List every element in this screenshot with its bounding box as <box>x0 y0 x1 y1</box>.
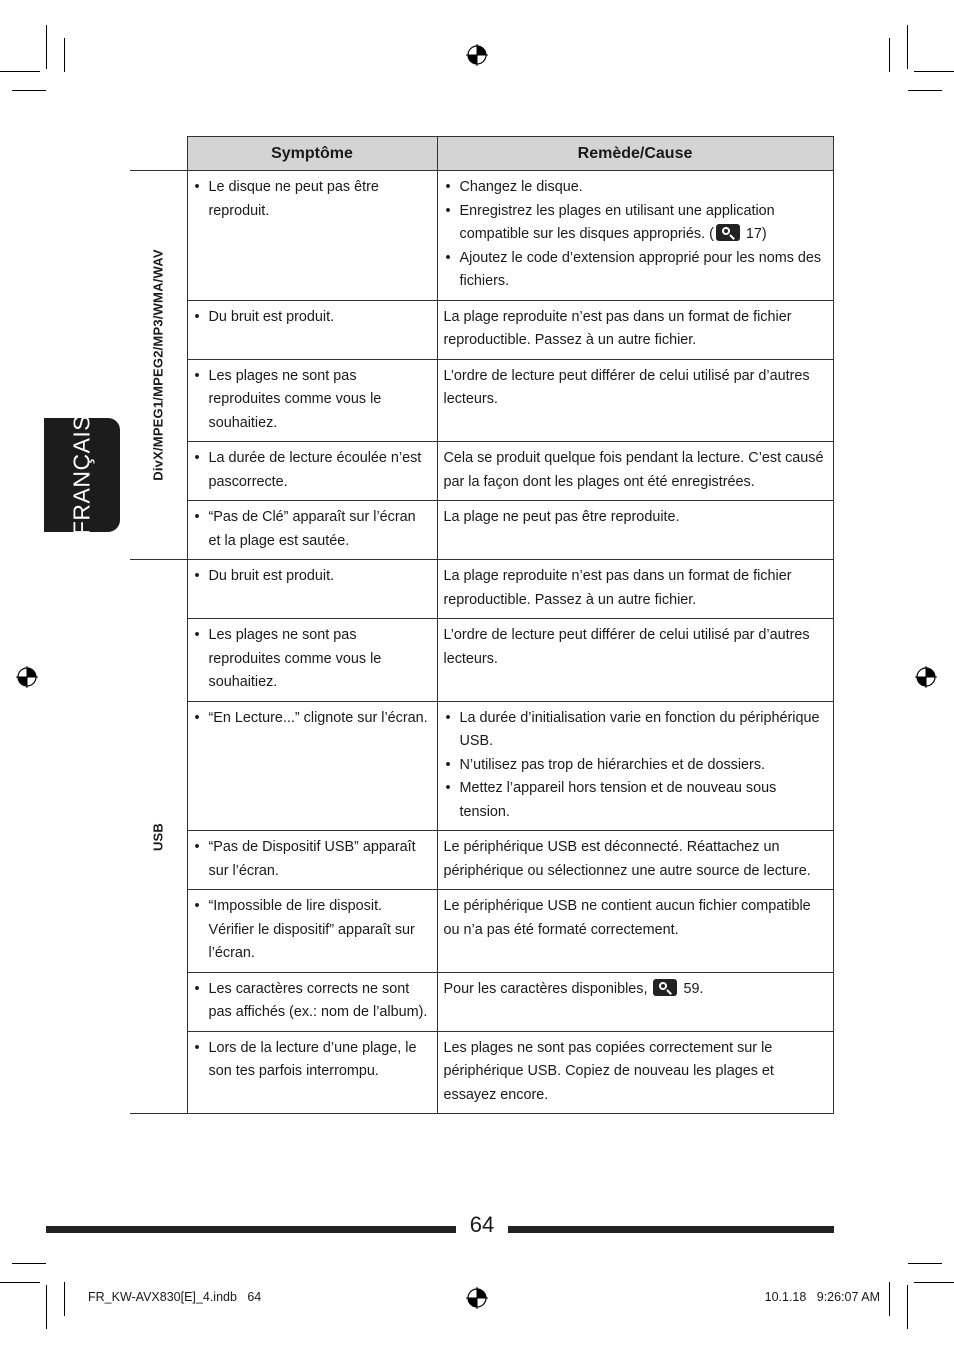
table-row <box>130 300 833 359</box>
symptom-cell: • Les plages ne sont pas reproduites comme vous le souhaitiez. <box>187 619 437 702</box>
remedy-text: Enregistrez les plages en utilisant une application compatible sur les disques appropriés. ( <box>459 202 775 242</box>
remedy-cell <box>437 1031 833 1114</box>
symptom-cell: • “Pas de Dispositif USB” apparaît sur l’écran. <box>187 831 437 890</box>
crop-mark <box>46 25 47 69</box>
crop-mark <box>908 90 942 91</box>
remedy-cell <box>437 831 833 890</box>
symptom-cell: • “Pas de Clé” apparaît sur l’écran et la plage est sautée. <box>187 501 437 560</box>
symptom-cell: • Du bruit est produit. <box>187 300 437 359</box>
table-row <box>130 1031 833 1114</box>
crop-mark <box>889 1282 890 1316</box>
page-number: 64 <box>469 1212 495 1237</box>
symptom-text: “En Lecture...” clignote sur l’écran. <box>208 709 428 726</box>
remedy-text: La plage ne peut pas être reproduite. <box>443 509 680 525</box>
symptom-text: “Pas de Dispositif USB” apparaît sur l’écran. <box>208 839 416 879</box>
remedy-text: La durée d’initialisation varie en fonction du périphérique USB. <box>459 709 820 749</box>
crop-mark <box>46 1285 47 1329</box>
symptom-text: La durée de lecture écoulée n’est pascorrecte. <box>208 450 422 490</box>
remedy-text: L’ordre de lecture peut différer de celui utilisé par d’autres lecteurs. <box>443 367 810 407</box>
table-row <box>130 619 833 702</box>
symptom-text: “Pas de Clé” apparaît sur l’écran et la plage est sautée. <box>208 509 416 549</box>
crop-mark <box>914 1282 954 1283</box>
language-tab <box>44 414 120 536</box>
remedy-text: Les plages ne sont pas copiées correctement sur le périphérique USB. Copiez de nouveau les plages et essayez encore. <box>443 1039 774 1103</box>
table-header-row <box>130 137 833 171</box>
remedy-cell: • Changez le disque. • Enregistrez les plages en utilisant une application compatible sur les disques appropriés. ( 17) • Ajoutez le code d’extension approprié pour les noms des fichiers. <box>437 171 833 301</box>
symptom-text: Les caractères corrects ne sont pas affichés (ex.: nom de l’album). <box>208 980 428 1020</box>
remedy-cell <box>437 619 833 702</box>
remedy-cell <box>437 300 833 359</box>
table-row <box>130 890 833 973</box>
crop-mark <box>907 1285 908 1329</box>
remedy-cell <box>437 359 833 442</box>
table-row <box>130 831 833 890</box>
remedy-text: N’utilisez pas trop de hiérarchies et de dossiers. <box>459 756 766 773</box>
table-row <box>130 501 833 560</box>
crop-mark <box>64 1282 65 1316</box>
symptom-cell: • Le disque ne peut pas être reproduit. <box>187 171 437 301</box>
crop-mark <box>0 71 40 72</box>
table-row <box>130 560 833 619</box>
remedy-text: L’ordre de lecture peut différer de celui utilisé par d’autres lecteurs. <box>443 627 810 667</box>
table-row <box>130 701 833 831</box>
remedy-text: Mettez l’appareil hors tension et de nouveau sous tension. <box>459 780 777 820</box>
registration-mark-icon <box>466 1287 488 1309</box>
remedy-text: La plage reproduite n’est pas dans un format de fichier reproductible. Passez à un autre fichier. <box>443 568 792 608</box>
remedy-cell <box>437 972 833 1031</box>
crop-mark <box>64 38 65 72</box>
category-divx <box>130 171 187 560</box>
symptom-text: Les plages ne sont pas reproduites comme vous le souhaitiez. <box>208 627 382 690</box>
remedy-cell <box>437 501 833 560</box>
symptom-cell: • Les plages ne sont pas reproduites comme vous le souhaitiez. <box>187 359 437 442</box>
symptom-text: “Impossible de lire disposit. Vérifier le dispositif” apparaît sur l’écran. <box>208 898 415 961</box>
table-row <box>130 442 833 501</box>
registration-mark-icon <box>466 44 488 66</box>
category-label: DivX/MPEG1/MPEG2/MP3/WMA/WAV <box>150 249 166 481</box>
reference-page: 17) <box>745 226 767 242</box>
crop-mark <box>908 1263 942 1264</box>
footer-bar-right <box>508 1226 834 1233</box>
print-slug-date: 10.1.18 9:26:07 AM <box>764 1290 880 1304</box>
remedy-text: Le périphérique USB est déconnecté. Réattachez un périphérique ou sélectionnez une autre source de lecture. <box>443 839 811 879</box>
remedy-text: La plage reproduite n’est pas dans un format de fichier reproductible. Passez à un autre fichier. <box>443 308 792 348</box>
remedy-cell: • La durée d’initialisation varie en fonction du périphérique USB. • N’utilisez pas trop de hiérarchies et de dossiers. • Mettez l’appareil hors tension et de nouveau sous tension. <box>437 701 833 831</box>
crop-mark <box>12 1263 46 1264</box>
crop-mark <box>907 25 908 69</box>
header-remedy: Remède/Cause <box>437 137 833 171</box>
table-row <box>130 359 833 442</box>
header-blank-cell <box>130 137 187 171</box>
remedy-text: Changez le disque. <box>459 179 583 195</box>
symptom-text: Les plages ne sont pas reproduites comme vous le souhaitiez. <box>208 367 382 431</box>
table-row <box>130 171 833 301</box>
crop-mark <box>914 71 954 72</box>
reference-magnifier-icon <box>716 224 740 241</box>
symptom-cell: • “En Lecture...” clignote sur l’écran. <box>187 701 437 831</box>
remedy-cell <box>437 442 833 501</box>
symptom-cell: • La durée de lecture écoulée n’est pascorrecte. <box>187 442 437 501</box>
header-symptom: Symptôme <box>187 137 437 171</box>
remedy-cell <box>437 560 833 619</box>
crop-mark <box>12 90 46 91</box>
table-row <box>130 972 833 1031</box>
symptom-text: Le disque ne peut pas être reproduit. <box>208 179 379 219</box>
reference-magnifier-icon <box>653 979 677 996</box>
registration-mark-icon <box>16 666 38 688</box>
symptom-text: Du bruit est produit. <box>208 308 335 325</box>
remedy-cell <box>437 890 833 973</box>
registration-mark-icon <box>915 666 937 688</box>
symptom-cell: • Les caractères corrects ne sont pas affichés (ex.: nom de l’album). <box>187 972 437 1031</box>
footer-bar-left <box>46 1226 456 1233</box>
symptom-text: Du bruit est produit. <box>208 568 335 584</box>
remedy-text: Pour les caractères disponibles, <box>443 980 648 997</box>
remedy-text: Cela se produit quelque fois pendant la lecture. C’est causé par la façon dont les plages ont été enregistrées. <box>443 450 824 490</box>
reference-page: 59. <box>683 980 704 997</box>
troubleshooting-table <box>130 136 834 1114</box>
symptom-cell: • Lors de la lecture d’une plage, le son tes parfois interrompu. <box>187 1031 437 1114</box>
category-usb <box>130 560 187 1114</box>
crop-mark <box>0 1282 40 1283</box>
print-slug-file: FR_KW-AVX830[E]_4.indb 64 <box>88 1290 262 1304</box>
remedy-text: Ajoutez le code d’extension approprié pour les noms des fichiers. <box>459 249 822 289</box>
category-label: USB <box>150 822 166 851</box>
language-tab-label: FRANÇAIS <box>68 414 95 536</box>
remedy-text: Le périphérique USB ne contient aucun fichier compatible ou n’a pas été formaté correctement. <box>443 898 811 938</box>
symptom-cell: • Du bruit est produit. <box>187 560 437 619</box>
crop-mark <box>889 38 890 72</box>
symptom-text: Lors de la lecture d’une plage, le son tes parfois interrompu. <box>208 1039 417 1079</box>
symptom-cell: • “Impossible de lire disposit. Vérifier le dispositif” apparaît sur l’écran. <box>187 890 437 973</box>
